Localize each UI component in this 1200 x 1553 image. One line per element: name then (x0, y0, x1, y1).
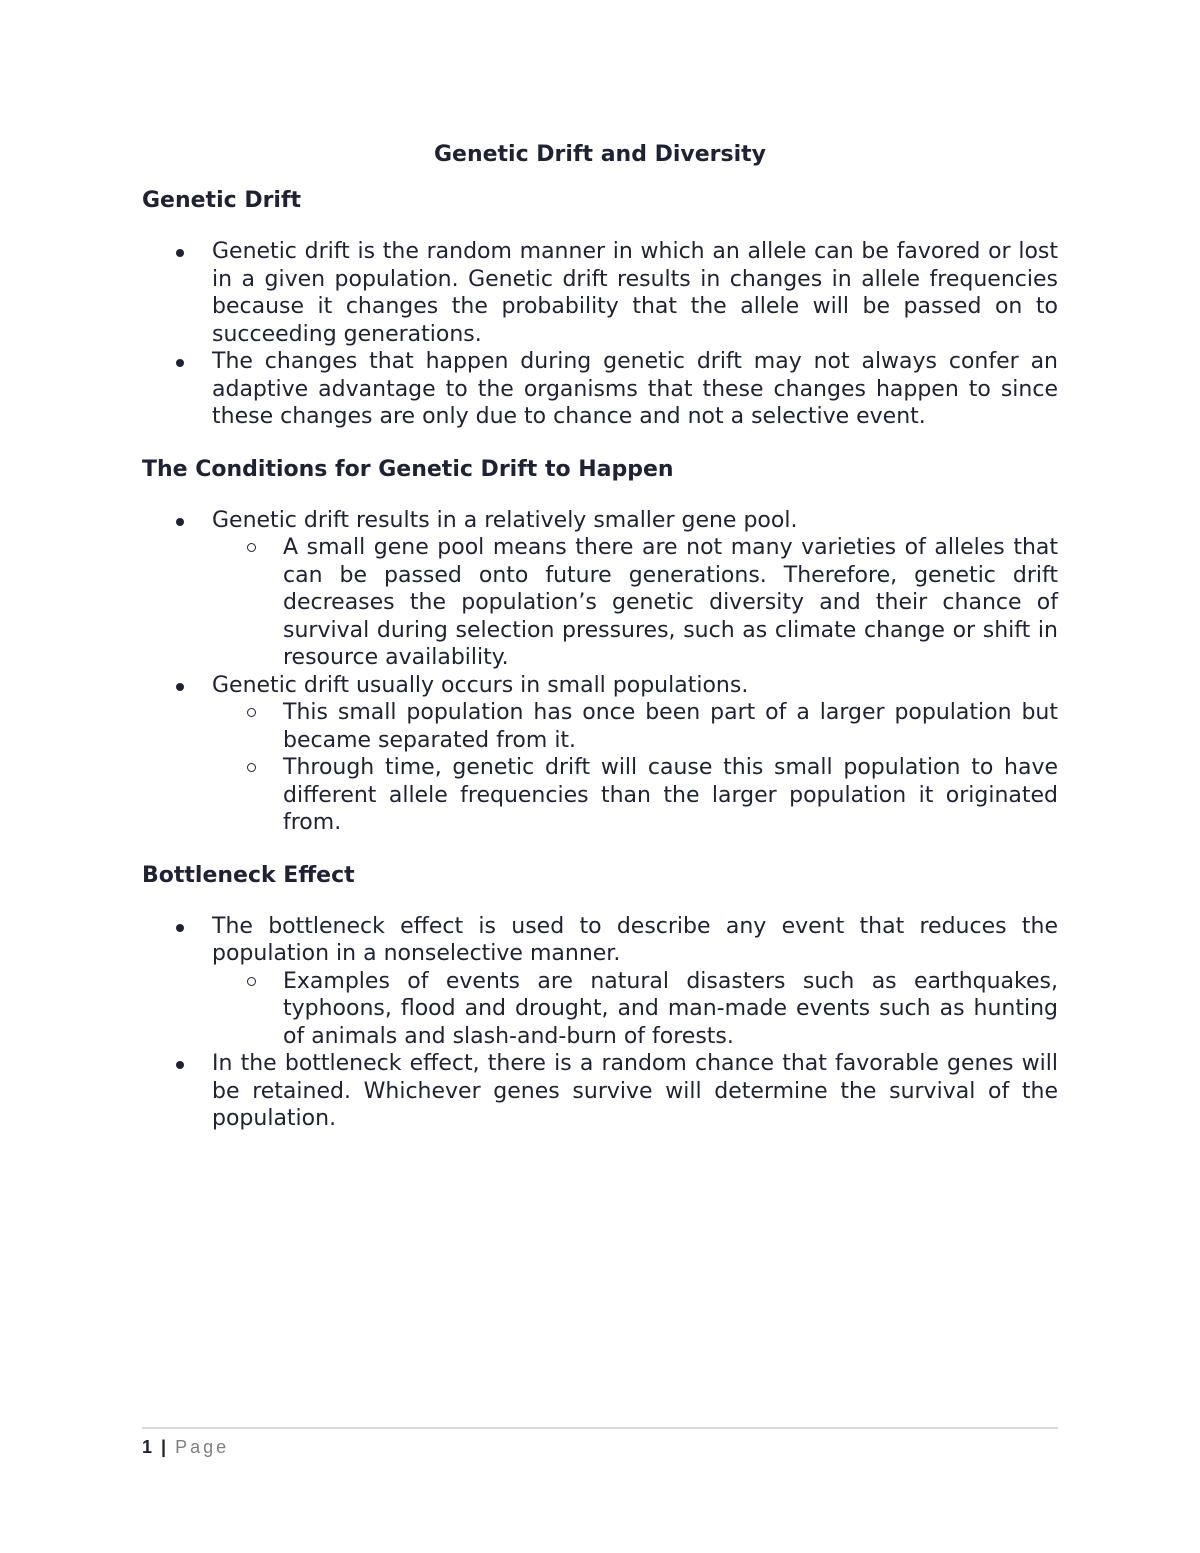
list-item-text: In the bottleneck effect, there is a random chance that favorable genes will be retained. Whichever genes survive will determine the survival of the population. (212, 1051, 1058, 1131)
list-item-text: The bottleneck effect is used to describe any event that reduces the population in a nonselective manner. (212, 913, 1058, 966)
sub-list-item-text: Through time, genetic drift will cause this small population to have different allele frequencies than the larger population it originated from. (283, 755, 1058, 835)
page-footer (142, 1427, 1058, 1459)
sub-list-item-text: Examples of events are natural disasters such as earthquakes, typhoons, flood and drought, and man-made events such as hunting of animals and slash-and-burn of forests. (283, 968, 1058, 1049)
list-item-text: Genetic drift results in a relatively smaller gene pool. (212, 507, 798, 533)
page-label: Page (175, 1437, 230, 1457)
sub-list-item-text: A small gene pool means there are not many varieties of alleles that can be passed onto future generations. Therefore, genetic drift decreases the population’s genetic diversity and their chance of survival during selection pressures, such as climate change or shift in resource availability. (283, 535, 1058, 670)
list-item-text: The changes that happen during genetic drift may not always confer an adaptive advantage to the organisms that these changes happen to since these changes are only due to chance and not a selective event. (212, 349, 1058, 429)
list-item (142, 348, 1058, 431)
sub-list-item (142, 754, 1058, 837)
sub-list (212, 968, 1058, 1051)
hollow-bullet-icon (247, 708, 256, 717)
bullet-icon (176, 683, 184, 691)
footer-separator: | (161, 1437, 167, 1457)
bullet-icon (176, 924, 184, 932)
hollow-bullet-icon (247, 543, 256, 552)
document-page (142, 138, 1058, 1157)
list-item (142, 238, 1058, 348)
list-item-text: Genetic drift usually occurs in small populations. (212, 672, 749, 698)
section-list-genetic-drift (142, 238, 1058, 431)
section-list-conditions (142, 507, 1058, 837)
document-title: Genetic Drift and Diversity (433, 142, 767, 167)
section-heading-conditions: The Conditions for Genetic Drift to Happen (142, 456, 674, 482)
bullet-icon (176, 1061, 184, 1069)
sub-list (212, 534, 1058, 672)
list-item (142, 1050, 1058, 1133)
list-item-text: Genetic drift is the random manner in which an allele can be favored or lost in a given population. Genetic drift results in changes in allele frequencies because it changes the probability that the allele will be passed on to succeeding generations. (212, 239, 1058, 347)
sub-list (212, 699, 1058, 837)
section-heading-genetic-drift: Genetic Drift (142, 188, 302, 213)
list-item (142, 507, 1058, 672)
sub-list-item-text: This small population has once been part of a larger population but became separated from it. (283, 700, 1058, 753)
section-list-bottleneck (142, 913, 1058, 1133)
bullet-icon (176, 359, 184, 367)
bullet-icon (176, 249, 184, 257)
list-item (142, 913, 1058, 1051)
section-heading-bottleneck: Bottleneck Effect (142, 862, 355, 888)
sub-list-item (142, 699, 1058, 754)
page-number: 1 (142, 1437, 153, 1457)
sub-list-item (142, 968, 1058, 1051)
bullet-icon (176, 518, 184, 526)
list-item (142, 672, 1058, 837)
hollow-bullet-icon (247, 977, 256, 986)
sub-list-item (142, 534, 1058, 672)
hollow-bullet-icon (247, 763, 256, 772)
